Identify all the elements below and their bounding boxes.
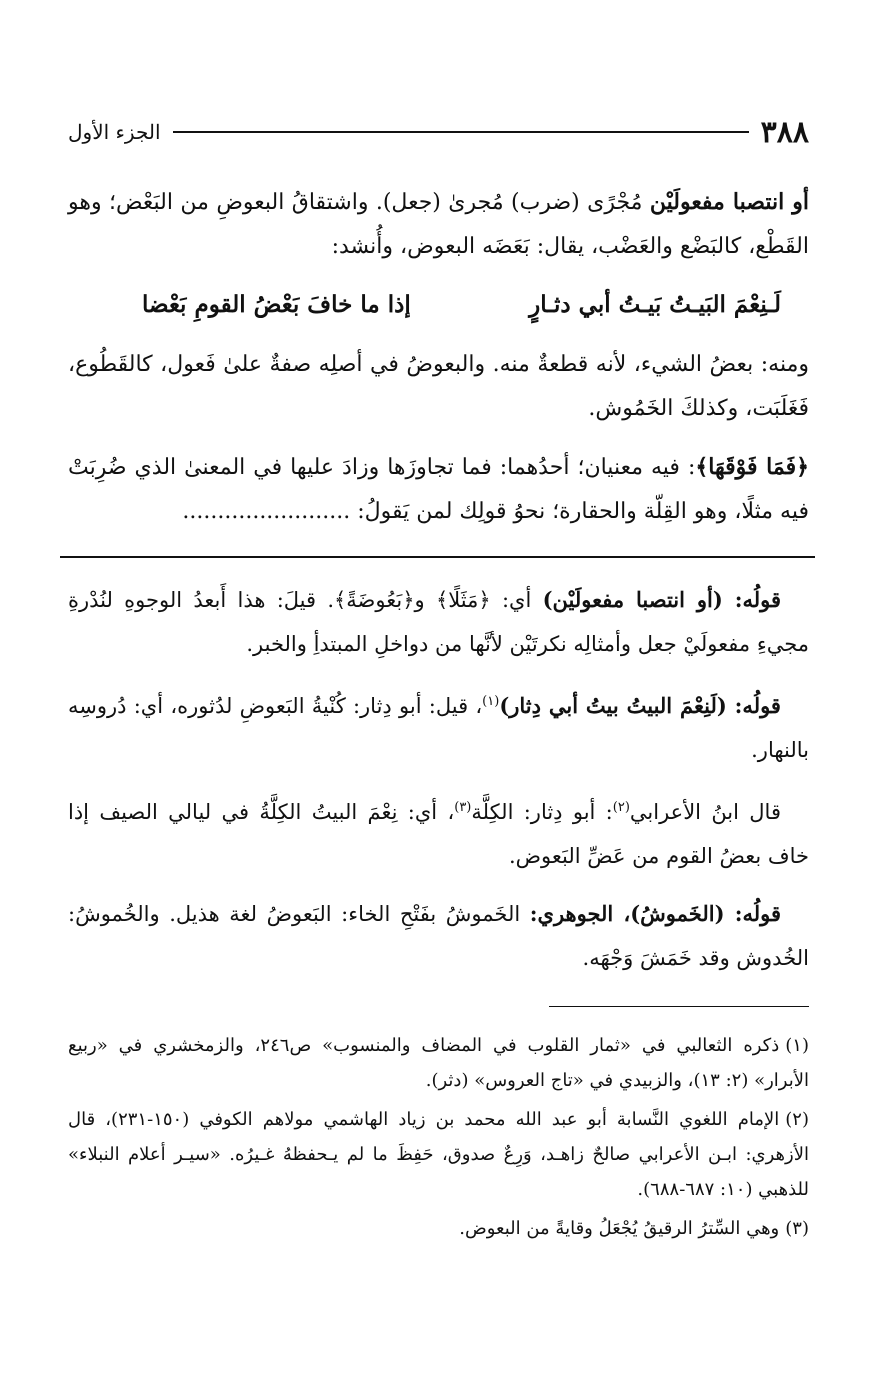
commentary-p2-rest: ، قيل: أبو دِثار: كُنْيةُ البَعوضِ لدُثوره، أي: دُروسِه بالنهار. [68,694,809,762]
page-header [68,112,809,152]
commentary-p3-b: : أبو دِثار: الكِلَّة [471,800,613,824]
footnote-ref-2[interactable]: (٢) [612,800,630,815]
running-title: الجزء الأول [68,120,161,144]
commentary-paragraph-1 [68,578,809,666]
section-divider [60,556,815,558]
commentary-paragraph-3 [68,786,809,878]
footnote-3 [68,1211,809,1246]
commentary-paragraph-2 [68,680,809,772]
commentary-p1-lead: قولُه: (أو انتصبا مفعولَيْن) [542,587,781,612]
footnotes [68,1028,809,1250]
main-paragraph-3 [68,445,809,534]
footnote-1-text: ذكره الثعالبي في «ثمار القلوب في المضاف والمنسوب» ص٢٤٦، والزمخشري في «ربيع الأبرار» (٢: ١٣)، والزبيدي في «تاج العروس» (دثر). [68,1035,809,1091]
poetry-verse [142,283,781,327]
footnote-ref-3[interactable]: (٣) [454,800,472,815]
page-number: ٣٨٨ [760,114,809,150]
commentary-p2-lead: قولُه: (لَنِعْمَ البيتُ بيتُ أبي دِثار) [499,693,781,718]
commentary-text [68,578,809,994]
footnote-3-text: وهي السِّترُ الرقيقُ يُجْعَلُ وقايةً من البعوض. [459,1218,780,1239]
footnote-2-text: الإمام اللغوي النَّسابة أبو عبد الله محمد بن زياد الهاشمي مولاهم الكوفي (١٥٠-٢٣١)، قال الأزهري: ابـن الأعرابي صالحٌ زاهـد، وَرِعٌ صدوق، حَفِظَ ما لم يـحفظهُ غـيرُه. «سيـر أعلام النبلاء» للذهبي (١٠: ٦٨٧-٦٨٨). [68,1109,809,1200]
footnote-1 [68,1028,809,1098]
main-text [68,180,809,548]
footnote-2 [68,1102,809,1207]
footnote-divider [549,1006,809,1007]
footnote-ref-1[interactable]: (١) [482,694,500,709]
verse-second-hemistich: إذا ما خافَ بَعْضُ القومِ بَعْضا [142,291,411,318]
main-p1-rest: مُجْرًى (ضرب) مُجرىٰ (جعل). واشتقاقُ البعوضِ من البَعْض؛ وهو القَطْع، كالبَضْع والعَضْب، يقال: بَعَضَه البعوض، وأُنشد: [68,190,809,259]
commentary-p1-rest: أي: ﴿مَثَلًا﴾ و﴿بَعُوضَةً﴾. قيلَ: هذا أَبعدُ الوجوهِ لنُدْرةِ مجيءِ مفعولَيْ جعل وأمثالِه نكرتَيْن لأنَّها من دواخلِ المبتدأِ والخبر. [68,588,809,656]
commentary-p3-a: قال ابنُ الأعرابي [629,800,781,824]
main-paragraph-1 [68,180,809,269]
commentary-p4-rest: الخَموشُ بفَتْحِ الخاء: البَعوضُ لغة هذيل. والخُموشُ: الخُدوش وقد خَمَشَ وَجْهَه. [68,902,809,970]
footnote-1-number: (١) [785,1035,809,1056]
commentary-p3-c: ، أي: نِعْمَ البيتُ الكِلَّةُ في ليالي الصيف إذا خاف بعضُ القوم من عَضِّ البَعوض. [68,800,809,868]
main-p1-lead: أو انتصبا مفعولَيْن [649,189,809,215]
footnote-2-number: (٢) [785,1109,809,1130]
verse-first-hemistich: لَـنِعْمَ البَيـتُ بَيـتُ أبي دثـارٍ [529,291,781,318]
quran-quote: ﴿فَمَا فَوْقَهَا﴾ [695,454,809,480]
main-paragraph-2: ومنه: بعضُ الشيء، لأنه قطعةٌ منه. والبعوضُ في أصلِه صفةٌ علىٰ فَعول، كالقَطُوع، فَغَلَبَت، وكذلكَ الخَمُوش. [68,352,809,421]
commentary-p4-lead: قولُه: (الخَموشُ)، الجوهري: [529,901,781,926]
commentary-paragraph-4 [68,892,809,980]
footnote-3-number: (٣) [785,1218,809,1239]
header-rule [173,131,749,133]
main-p3-rest: : فيه معنيان؛ أحدُهما: فما تجاوزَها وزادَ عليها في المعنىٰ الذي ضُرِبَتْ فيه مثلًا، وهو القِلّة والحقارة؛ نحوُ قولِك لمن يَقولُ: ........................ [68,455,809,524]
